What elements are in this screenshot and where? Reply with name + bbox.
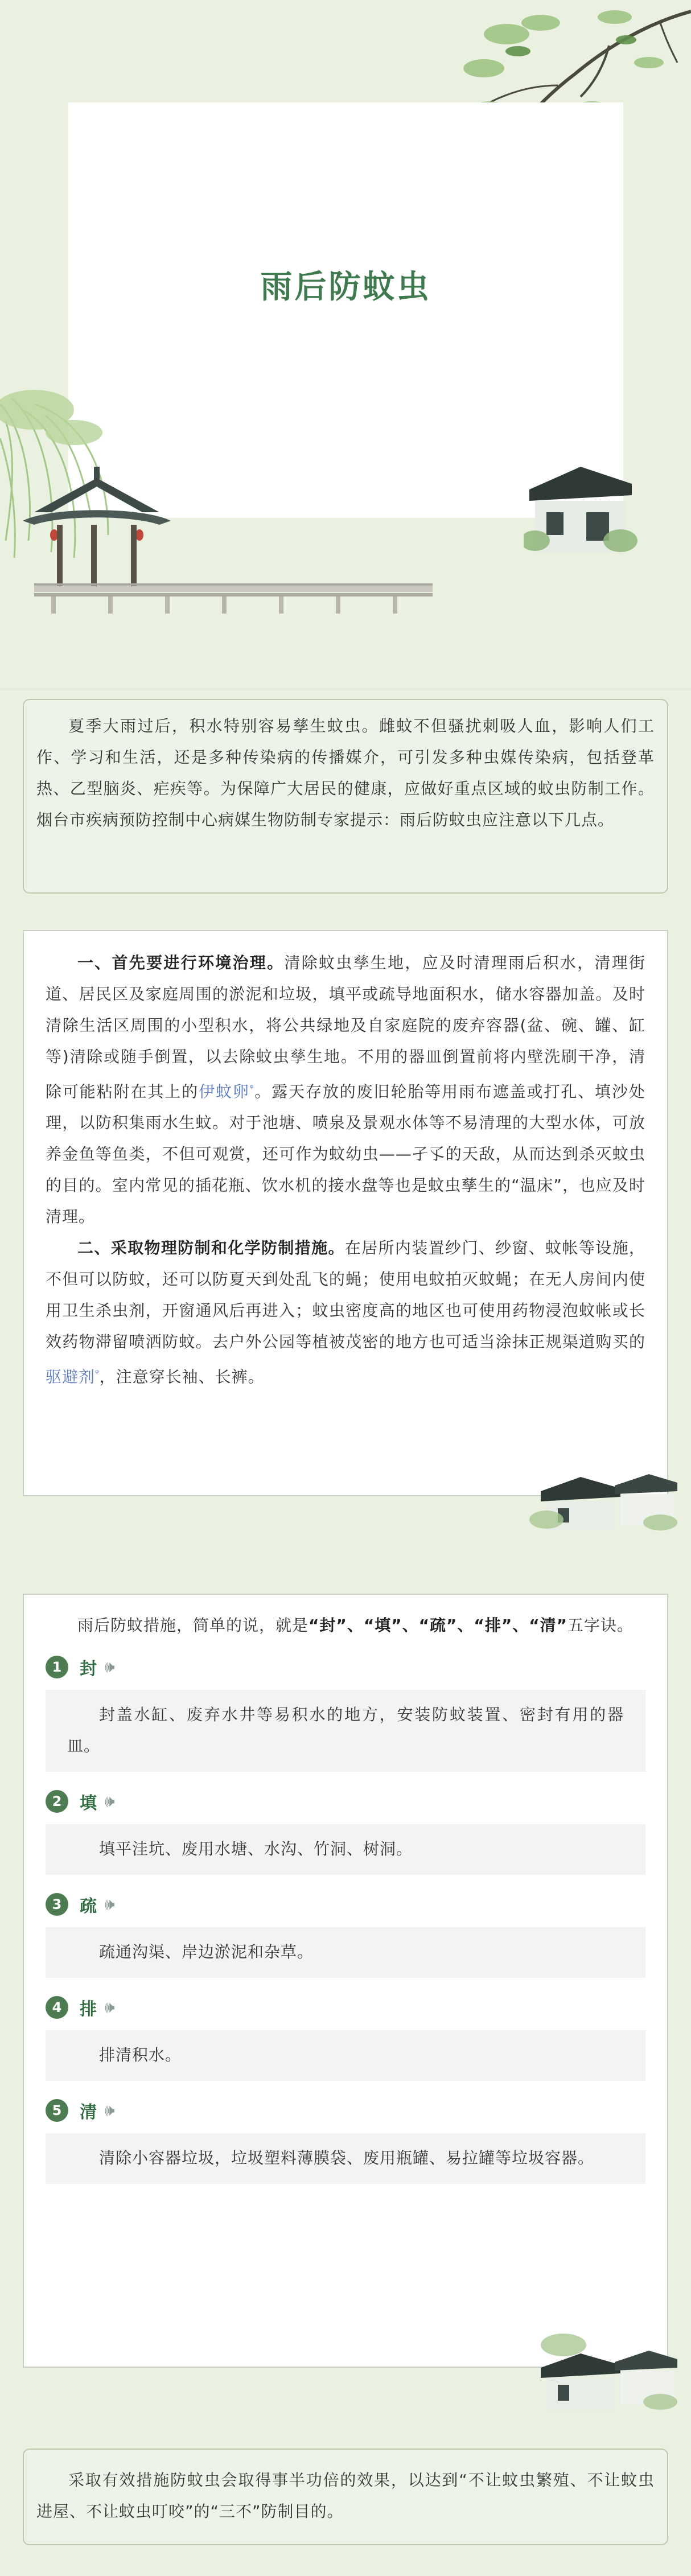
measure-1-text: 清除蚊虫孳生地，应及时清理雨后积水，清理街道、居民区及家庭周围的淤泥和垃圾，填平或疏导地面积水，储水容器加盖。及时清除生活区周围的小型积水，将公共绿地及自家庭院的废弃容器(盆、碗、罐、缸等)清除或随手倒置，以去除蚊虫孳生地。不用的器皿倒置前将内壁洗刷干净，清除可能粘附在其上的: [46, 953, 645, 1101]
speaker-icon[interactable]: 🕪: [105, 1657, 115, 1676]
step-number: 3: [46, 1893, 68, 1916]
step-number: 4: [46, 1996, 68, 2019]
step-2: [46, 1784, 645, 1875]
step-text: 清除小容器垃圾，垃圾塑料薄膜袋、废用瓶罐、易拉罐等垃圾容器。: [99, 2149, 595, 2167]
search-icon[interactable]: ᵠ: [249, 1083, 254, 1093]
step-title: 封: [80, 1659, 97, 1679]
five-word-intro: [46, 1610, 645, 1641]
step-number: 1: [46, 1656, 68, 1678]
closing-text: 采取有效措施防蚊虫会取得事半功倍的效果，以达到“不让蚊虫繁殖、不让蚊虫进屋、不让蚊虫叮咬”的“三不”防制目的。: [36, 2471, 655, 2521]
link-aedes-eggs[interactable]: 伊蚊卵: [199, 1082, 250, 1101]
step-title: 疏: [80, 1896, 97, 1916]
measure-1: [46, 947, 645, 1232]
village-illustration: [529, 1457, 677, 1531]
measure-1-text-cont: 。露天存放的废旧轮胎等用雨布遮盖或打孔、填沙处理，以防积集雨水生蚊。对于池塘、喷泉及景观水体等不易清理的大型水体，可放养金鱼等鱼类，不但可观赏，还可作为蚊幼虫——孑孓的天敌，从而达到杀灭蚊虫的目的。室内常见的插花瓶、饮水机的接水盘等也是蚊虫孳生的“温床”，也应及时清理。: [46, 1082, 645, 1227]
five-intro-end: 五字诀。: [567, 1616, 634, 1635]
step-1: [46, 1650, 645, 1772]
search-icon[interactable]: ᵠ: [95, 1368, 100, 1379]
speaker-icon[interactable]: 🕪: [105, 1792, 115, 1810]
five-intro-text: 雨后防蚊措施，简单的说，就是: [77, 1616, 309, 1635]
step-number: 5: [46, 2099, 68, 2122]
step-title: 清: [80, 2102, 97, 2122]
step-text: 填平洼坑、废用水塘、水沟、竹洞、树洞。: [99, 1840, 413, 1858]
header-section: [0, 0, 691, 655]
village-illustration: [529, 2328, 677, 2413]
speaker-icon[interactable]: 🕪: [105, 2101, 115, 2120]
step-title: 填: [80, 1793, 97, 1813]
building-illustration: [524, 444, 637, 558]
measure-2-text: 在居所内装置纱门、纱窗、蚊帐等设施，不但可以防蚊，还可以防夏天到处乱飞的蝇；使用电蚊拍灭蚊蝇；在无人房间内使用卫生杀虫剂，开窗通风后再进入；蚊虫密度高的地区也可使用药物浸泡蚊帐或长效药物滞留喷洒防蚊。去户外公园等植被茂密的地方也可适当涂抹正规渠道购买的: [46, 1238, 645, 1352]
measure-2-title: 二、采取物理防制和化学防制措施。: [77, 1238, 345, 1258]
pavilion-illustration: [0, 370, 444, 620]
step-title: 排: [80, 1999, 97, 2019]
measure-1-title: 一、首先要进行环境治理。: [77, 953, 285, 972]
measures-card: [23, 930, 668, 1496]
step-number: 2: [46, 1790, 68, 1813]
step-text: 疏通沟渠、岸边淤泥和杂草。: [99, 1943, 314, 1961]
step-text: 排清积水。: [99, 2046, 182, 2064]
measure-2-text-cont: ，注意穿长袖、长裤。: [99, 1367, 265, 1386]
step-3: [46, 1887, 645, 1978]
five-keys: “封”、“填”、“疏”、“排”、“清”: [309, 1616, 568, 1635]
measure-2: [46, 1232, 645, 1392]
intro-card: [23, 699, 668, 894]
step-text: 封盖水缸、废弃水井等易积水的地方，安装防蚊装置、密封有用的器皿。: [67, 1705, 624, 1755]
page-title: 雨后防蚊虫: [260, 269, 431, 306]
closing-card: [23, 2449, 668, 2545]
intro-text: 夏季大雨过后，积水特别容易孳生蚊虫。雌蚊不但骚扰刺吸人血，影响人们工作、学习和生活，还是多种传染病的传播媒介，可引发多种虫媒传染病，包括登革热、乙型脑炎、疟疾等。为保障广大居民的健康，应做好重点区域的蚊虫防制工作。烟台市疾病预防控制中心病媒生物防制专家提示：雨后防蚊虫应注意以下几点。: [36, 717, 655, 829]
link-repellent[interactable]: 驱避剂: [46, 1367, 96, 1386]
step-4: [46, 1990, 645, 2081]
step-5: [46, 2093, 645, 2184]
speaker-icon[interactable]: 🕪: [105, 1998, 115, 2017]
five-word-card: [23, 1594, 668, 2368]
speaker-icon[interactable]: 🕪: [105, 1895, 115, 1914]
